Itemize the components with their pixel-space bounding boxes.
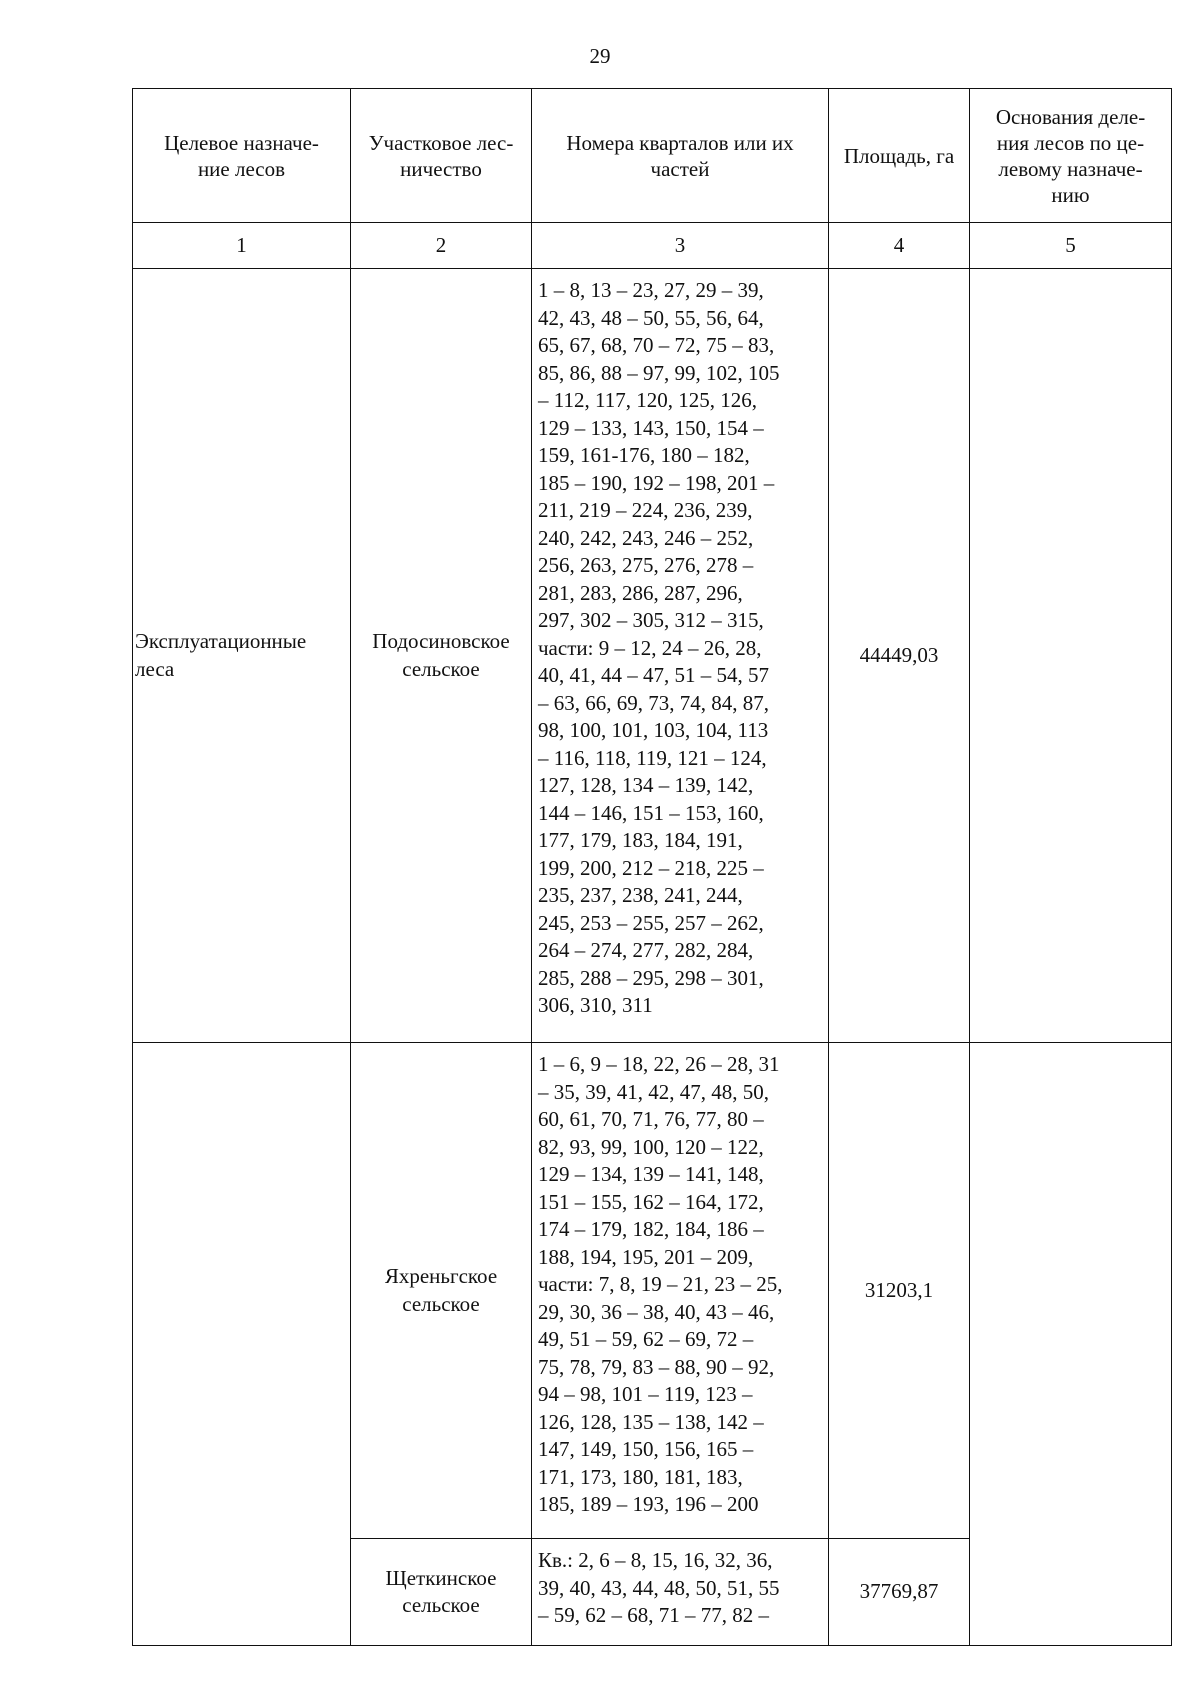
table-row bbox=[133, 1043, 1172, 1539]
column-number: 1 bbox=[133, 223, 351, 269]
header-district: Участковое лес- ничество bbox=[351, 89, 532, 223]
page-number: 29 bbox=[589, 44, 611, 68]
header-quarters: Номера кварталов или их частей bbox=[532, 89, 829, 223]
header-purpose: Целевое назначе- ние лесов bbox=[133, 89, 351, 223]
area-cell: 37769,87 bbox=[829, 1539, 970, 1646]
purpose-cell bbox=[133, 1043, 351, 1646]
column-number-row bbox=[133, 223, 1172, 269]
area-cell: 31203,1 bbox=[829, 1043, 970, 1539]
basis-cell bbox=[970, 269, 1172, 1043]
quarters-cell: Кв.: 2, 6 – 8, 15, 16, 32, 36, 39, 40, 43, 44, 48, 50, 51, 55 – 59, 62 – 68, 71 – 77, 82 – bbox=[532, 1539, 829, 1646]
area-cell: 44449,03 bbox=[829, 269, 970, 1043]
header-area: Площадь, га bbox=[829, 89, 970, 223]
header-basis: Основания деле- ния лесов по це- левому назначе- нию bbox=[970, 89, 1172, 223]
forest-division-table bbox=[132, 88, 1172, 1646]
district-cell: Яхреньгское сельское bbox=[351, 1043, 532, 1539]
basis-cell bbox=[970, 1043, 1172, 1646]
table-row bbox=[133, 269, 1172, 1043]
table-header-row bbox=[133, 89, 1172, 223]
district-cell: Щеткинское сельское bbox=[351, 1539, 532, 1646]
column-number: 4 bbox=[829, 223, 970, 269]
column-number: 3 bbox=[532, 223, 829, 269]
quarters-cell: 1 – 6, 9 – 18, 22, 26 – 28, 31 – 35, 39, 41, 42, 47, 48, 50, 60, 61, 70, 71, 76, 77, 80 – 82, 93, 99, 100, 120 – 122, 129 – 134, 139 – 141, 148, 151 – 155, 162 – 164, 172, 174 – 179, 182, 184, 186 – 188, 194, 195, 201 – 209, части: 7, 8, 19 – 21, 23 – 25, 29, 30, 36 – 38, 40, 43 – 46, 49, 51 – 59, 62 – 69, 72 – 75, 78, 79, 83 – 88, 90 – 92, 94 – 98, 101 – 119, 123 – 126, 128, 135 – 138, 142 – 147, 149, 150, 156, 165 – 171, 173, 180, 181, 183, 185, 189 – 193, 196 – 200 bbox=[532, 1043, 829, 1539]
column-number: 2 bbox=[351, 223, 532, 269]
quarters-cell: 1 – 8, 13 – 23, 27, 29 – 39, 42, 43, 48 – 50, 55, 56, 64, 65, 67, 68, 70 – 72, 75 – 83, 85, 86, 88 – 97, 99, 102, 105 – 112, 117, 120, 125, 126, 129 – 133, 143, 150, 154 – 159, 161-176, 180 – 182, 185 – 190, 192 – 198, 201 – 211, 219 – 224, 236, 239, 240, 242, 243, 246 – 252, 256, 263, 275, 276, 278 – 281, 283, 286, 287, 296, 297, 302 – 305, 312 – 315, части: 9 – 12, 24 – 26, 28, 40, 41, 44 – 47, 51 – 54, 57 – 63, 66, 69, 73, 74, 84, 87, 98, 100, 101, 103, 104, 113 – 116, 118, 119, 121 – 124, 127, 128, 134 – 139, 142, 144 – 146, 151 – 153, 160, 177, 179, 183, 184, 191, 199, 200, 212 – 218, 225 – 235, 237, 238, 241, 244, 245, 253 – 255, 257 – 262, 264 – 274, 277, 282, 284, 285, 288 – 295, 298 – 301, 306, 310, 311 bbox=[532, 269, 829, 1043]
purpose-cell: Эксплуатационные леса bbox=[133, 269, 351, 1043]
column-number: 5 bbox=[970, 223, 1172, 269]
district-cell: Подосиновское сельское bbox=[351, 269, 532, 1043]
